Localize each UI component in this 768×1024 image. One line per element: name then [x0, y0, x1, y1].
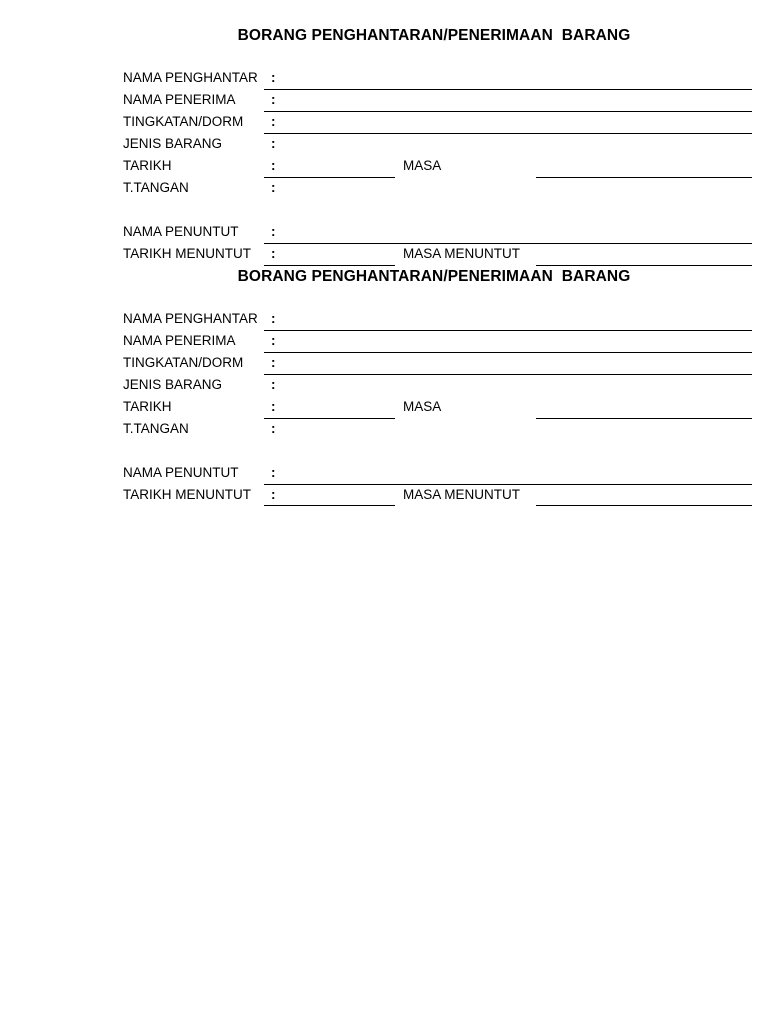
field-jenis-barang	[0, 135, 768, 157]
field-colon: :	[271, 246, 276, 261]
field-label: NAMA PENUNTUT	[123, 465, 239, 480]
tingkatan-dorm-line[interactable]	[264, 374, 752, 375]
delivery-form	[0, 241, 768, 502]
nama-penerima-line[interactable]	[264, 111, 752, 112]
form-title: BORANG PENGHANTARAN/PENERIMAAN BARANG	[237, 27, 631, 44]
field-colon: :	[271, 180, 276, 195]
field-label: T.TANGAN	[123, 421, 189, 436]
field-label-masa-menuntut: MASA MENUNTUT	[403, 246, 521, 261]
field-label: JENIS BARANG	[123, 377, 223, 392]
field-label-masa-menuntut: MASA MENUNTUT	[403, 487, 521, 502]
field-colon: :	[271, 224, 276, 239]
field-label: TARIKH MENUNTUT	[123, 246, 251, 261]
field-colon: :	[271, 136, 276, 151]
nama-penghantar-line[interactable]	[264, 89, 752, 90]
field-colon: :	[271, 377, 276, 392]
form-title: BORANG PENGHANTARAN/PENERIMAAN BARANG	[237, 268, 631, 285]
field-colon: :	[271, 158, 276, 173]
masa-menuntut-line[interactable]	[536, 505, 752, 506]
field-nama-penghantar	[0, 310, 768, 332]
field-label: TARIKH MENUNTUT	[123, 487, 251, 502]
field-t-tangan	[0, 179, 768, 201]
field-label: TINGKATAN/DORM	[123, 114, 244, 129]
field-colon: :	[271, 114, 276, 129]
delivery-form	[0, 0, 768, 261]
masa-line[interactable]	[536, 177, 752, 178]
field-nama-penerima	[0, 91, 768, 113]
field-nama-penuntut	[0, 464, 768, 486]
field-colon: :	[271, 355, 276, 370]
tingkatan-dorm-line[interactable]	[264, 133, 752, 134]
field-colon: :	[271, 92, 276, 107]
field-colon: :	[271, 311, 276, 326]
field-label: NAMA PENGHANTAR	[123, 311, 258, 326]
field-nama-penerima	[0, 332, 768, 354]
field-label: TARIKH	[123, 399, 172, 414]
tarikh-menuntut-line[interactable]	[264, 505, 395, 506]
field-label: JENIS BARANG	[123, 136, 223, 151]
nama-penuntut-line[interactable]	[264, 484, 752, 485]
field-colon: :	[271, 70, 276, 85]
nama-penghantar-line[interactable]	[264, 330, 752, 331]
field-colon: :	[271, 421, 276, 436]
masa-line[interactable]	[536, 418, 752, 419]
field-label-masa: MASA	[403, 399, 442, 414]
field-label: NAMA PENUNTUT	[123, 224, 239, 239]
nama-penerima-line[interactable]	[264, 352, 752, 353]
field-t-tangan	[0, 420, 768, 442]
field-nama-penghantar	[0, 69, 768, 91]
field-tarikh	[0, 157, 768, 179]
field-colon: :	[271, 333, 276, 348]
field-label: T.TANGAN	[123, 180, 189, 195]
field-label: TARIKH	[123, 158, 172, 173]
field-label: TINGKATAN/DORM	[123, 355, 244, 370]
field-label-masa: MASA	[403, 158, 442, 173]
field-colon: :	[271, 487, 276, 502]
field-tingkatan-dorm	[0, 354, 768, 376]
field-tingkatan-dorm	[0, 113, 768, 135]
field-colon: :	[271, 465, 276, 480]
field-colon: :	[271, 399, 276, 414]
field-label: NAMA PENGHANTAR	[123, 70, 258, 85]
field-label: NAMA PENERIMA	[123, 92, 236, 107]
tarikh-line[interactable]	[264, 177, 395, 178]
field-tarikh	[0, 398, 768, 420]
tarikh-line[interactable]	[264, 418, 395, 419]
field-jenis-barang	[0, 376, 768, 398]
field-label: NAMA PENERIMA	[123, 333, 236, 348]
